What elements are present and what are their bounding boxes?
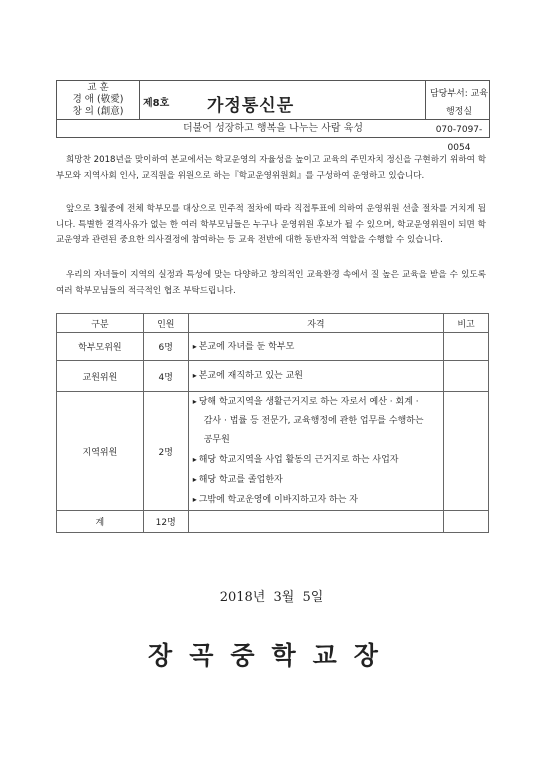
newsletter-title: 가정통신문 bbox=[207, 96, 295, 116]
table-header-row bbox=[57, 314, 489, 333]
column-header: 자격 bbox=[188, 314, 443, 333]
motto-line: 창 의 (創意) bbox=[72, 106, 124, 117]
member-type: 지역위원 bbox=[57, 392, 144, 511]
phone-number: 070-7097-0054 bbox=[435, 125, 483, 153]
remark-cell bbox=[444, 392, 489, 511]
table-row bbox=[57, 392, 489, 511]
qualification-item: ▸ 해당 학교지역을 사업 활동의 근거지로 하는 사업자 bbox=[193, 450, 439, 470]
member-count: 4명 bbox=[143, 361, 188, 392]
issue-date: 2018년 3월 5일 bbox=[219, 590, 324, 605]
newsletter-header bbox=[56, 80, 490, 153]
member-type: 학부모위원 bbox=[57, 333, 144, 361]
member-count: 2명 bbox=[143, 392, 188, 511]
qualification-item-continued: 공무원 bbox=[203, 435, 230, 445]
table-total-row bbox=[57, 511, 489, 533]
qualification-cell bbox=[188, 333, 443, 361]
paragraph-intro: 희망찬 2018년을 맞이하여 본교에서는 학교운영의 자율성을 높이고 교육의 주민자치 정신을 구현하기 위하여 학부모와 지역사회 인사, 교직원을 위원으로 하는『학교운영위원회』를 구성하여 운영하고 있습니다. bbox=[56, 155, 486, 181]
remark-cell bbox=[444, 361, 489, 392]
qualification-cell bbox=[188, 361, 443, 392]
remark-cell bbox=[444, 511, 489, 533]
committee-table bbox=[56, 313, 489, 533]
qualification-item: ▸ 그밖에 학교운영에 이바지하고자 하는 자 bbox=[193, 490, 439, 510]
total-count: 12명 bbox=[143, 511, 188, 533]
paragraph-request: 우리의 자녀들이 지역의 실정과 특성에 맞는 다양하고 창의적인 교육환경 속에서 질 높은 교육을 받을 수 있도록 여러 학부모님들의 적극적인 협조 부탁드립니다. bbox=[56, 270, 486, 296]
column-header: 구분 bbox=[57, 314, 144, 333]
member-count: 6명 bbox=[143, 333, 188, 361]
issue-number: 제8호 bbox=[143, 98, 170, 109]
school-motto bbox=[57, 81, 140, 119]
qualification-item: ▸ 본교에 재직하고 있는 교원 bbox=[193, 366, 439, 386]
total-label: 계 bbox=[57, 511, 144, 533]
motto-line: 교 훈 bbox=[87, 82, 109, 93]
paragraph-election: 앞으로 3월중에 전체 학부모를 대상으로 민주적 절차에 따라 직접투표에 의하여 운영위원 선출 절차를 거치게 됩니다. 특별한 결격사유가 없는 한 여러 학부모님들은 누구나 운영위원 후보가 될 수 있으며, 학교운영위원이 되면 학교운영과 관련된 중요한 의사결정에 참여하는 등 교육 전반에 대한 동반자적 역할을 수행할 수 있습니다. bbox=[56, 204, 486, 245]
member-type: 교원위원 bbox=[57, 361, 144, 392]
school-slogan: 더불어 성장하고 행복을 나누는 사람 육성 bbox=[57, 119, 489, 138]
qualification-cell bbox=[188, 392, 443, 511]
remark-cell bbox=[444, 333, 489, 361]
column-header: 비고 bbox=[444, 314, 489, 333]
motto-line: 경 애 (敬愛) bbox=[72, 94, 124, 105]
department-label: 담당부서: 교육행정실 bbox=[429, 89, 489, 117]
qualification-item-continued: 감사 · 법률 등 전문가, 교육행정에 관한 업무를 수행하는 bbox=[203, 416, 424, 426]
table-row bbox=[57, 333, 489, 361]
qualification-item: ▸ 당해 학교지역을 생활근거지로 하는 자로서 예산 · 회계 · bbox=[193, 392, 439, 412]
qualification-item: ▸ 해당 학교를 졸업한자 bbox=[193, 470, 439, 490]
column-header: 인원 bbox=[143, 314, 188, 333]
qualification-cell bbox=[188, 511, 443, 533]
qualification-item: ▸ 본교에 자녀를 둔 학부모 bbox=[193, 337, 439, 357]
header-divider bbox=[425, 81, 426, 119]
principal-signature: 장곡중학교장 bbox=[148, 641, 395, 670]
table-row bbox=[57, 361, 489, 392]
